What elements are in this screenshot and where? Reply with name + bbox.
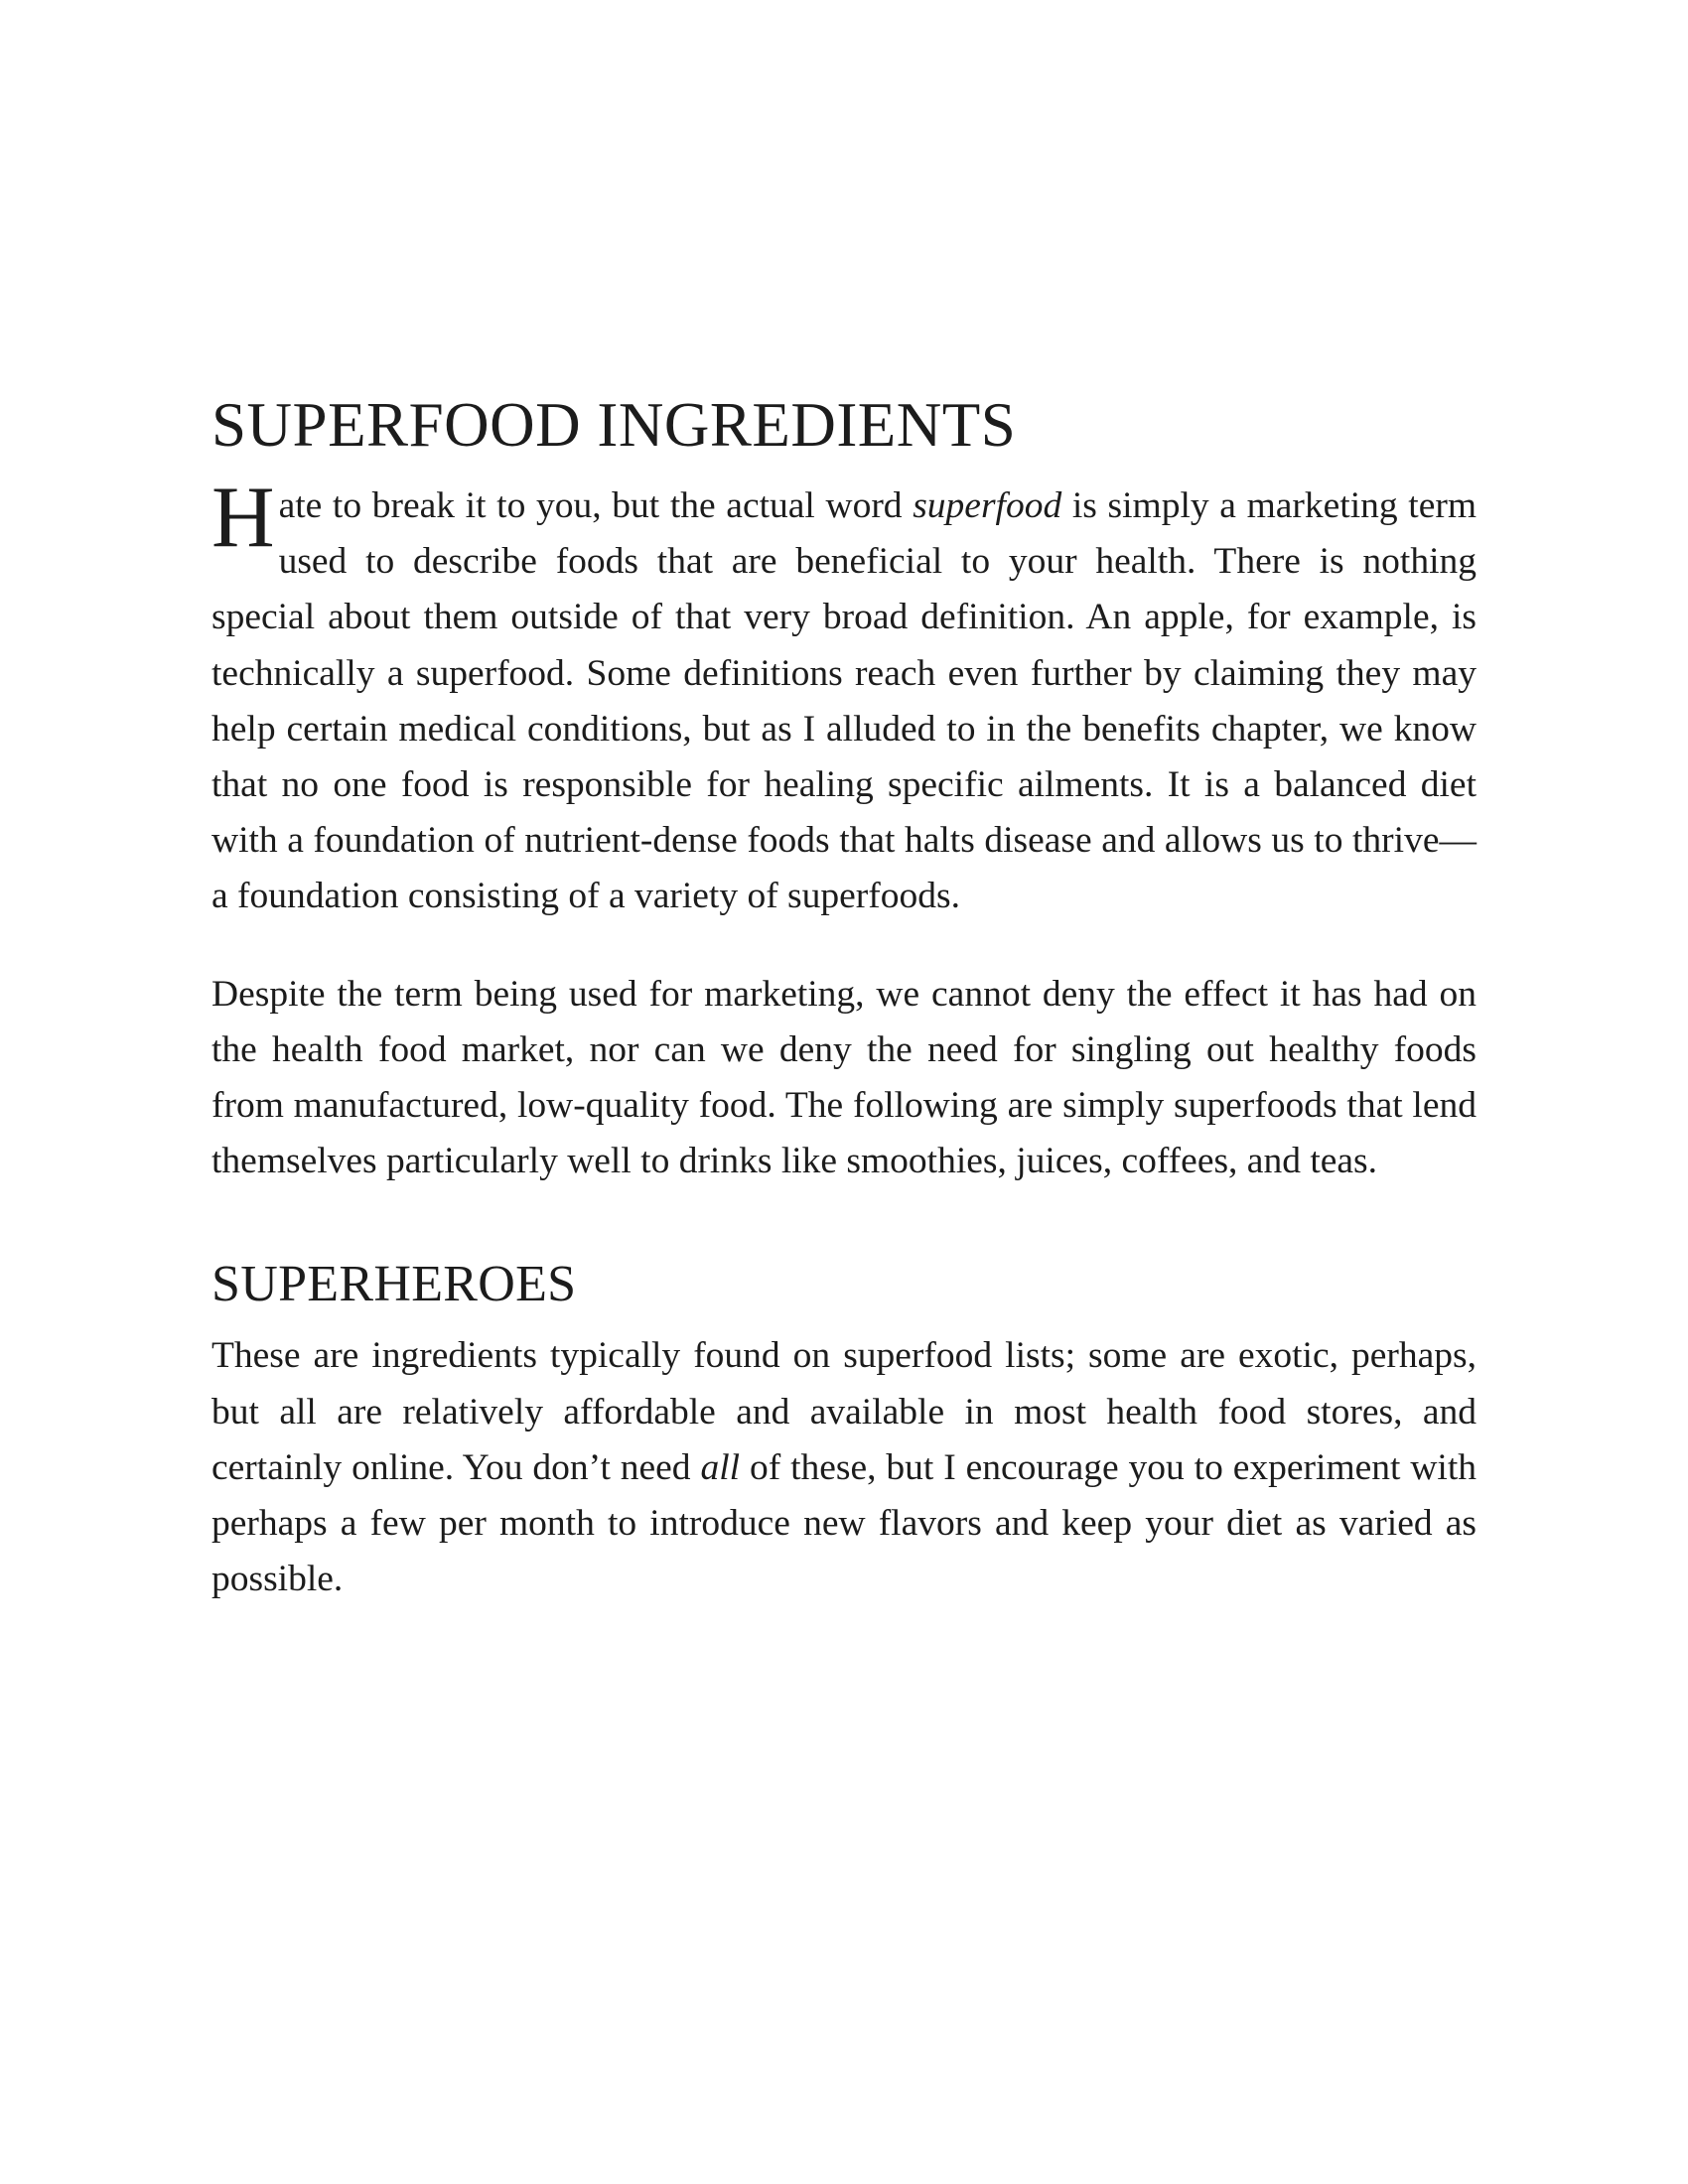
superheroes-text-part2: of these, but I encourage you to experiment with perhaps a few per month to introduce new flavors and keep your diet as varied as possible.	[211, 1446, 1477, 1600]
drop-cap: H	[211, 470, 275, 566]
section-heading-superheroes: SUPERHEROES	[211, 1256, 577, 1313]
intro-emphasis: superfood	[913, 485, 1062, 526]
intro-text-part2: is simply a marketing term used to describe foods that are beneficial to your health. There is nothing special about them outside of that very broad definition. An apple, for example, is technically a superfood. Some definitions reach even further by claiming they may help certain medical conditions, but as I alluded to in the benefits chapter, we know that no one food is responsible for healing specific ailments. It is a balanced diet with a foundation of nutrient-dense foods that halts disease and allows us to thrive—a foundation consisting of a variety of superfoods.	[211, 485, 1477, 917]
paragraph-marketing: Despite the term being used for marketing, we cannot deny the effect it has had on the health food market, nor can we deny the need for singling out healthy foods from manufactured, low-quality food. The following are simply superfoods that lend themselves particularly well to drinks like smoothies, juices, coffees, and teas.	[211, 973, 1477, 1182]
intro-paragraph	[211, 470, 1477, 925]
paragraph-superheroes	[211, 1328, 1477, 1607]
intro-text-part1: ate to break it to you, but the actual word	[278, 485, 914, 526]
superheroes-emphasis: all	[700, 1446, 741, 1488]
page-content	[211, 389, 1477, 1607]
superheroes-text-part1: These are ingredients typically found on superfood lists; some are exotic, perhaps, but all are relatively affordable and available in most health food stores, and certainly online. You don’t need	[211, 1335, 1477, 1488]
page-title: SUPERFOOD INGREDIENTS	[211, 390, 1017, 460]
